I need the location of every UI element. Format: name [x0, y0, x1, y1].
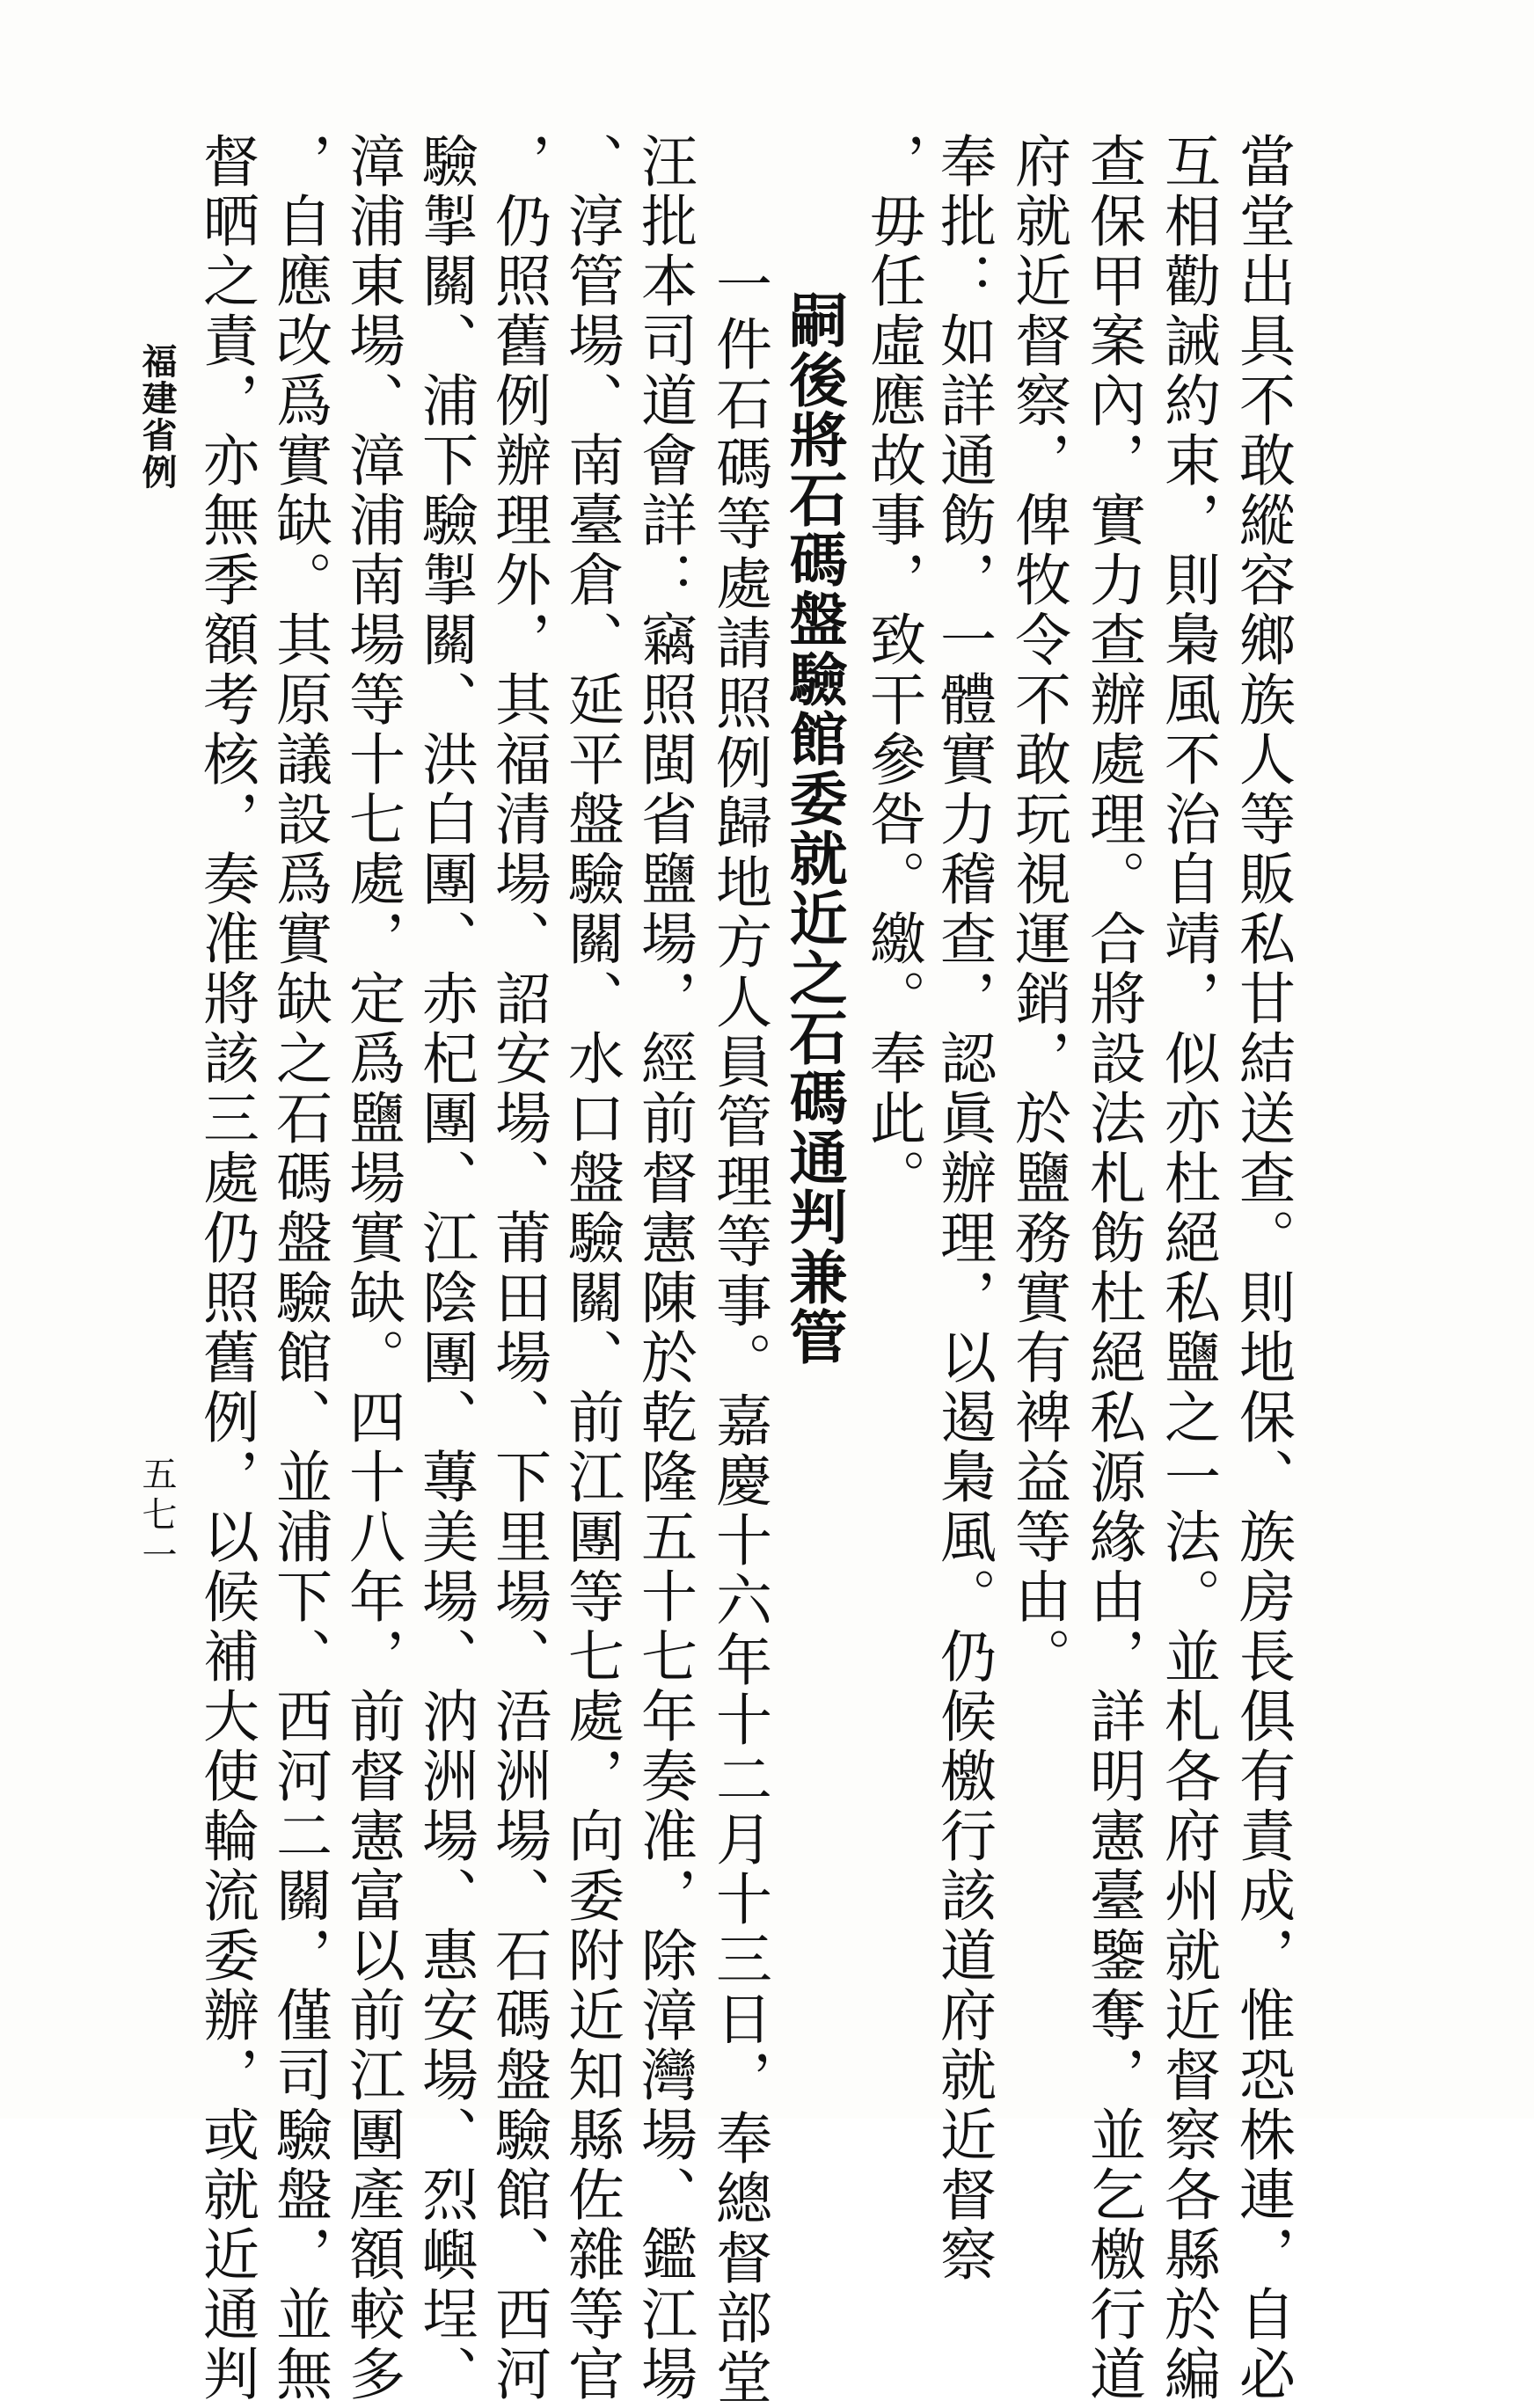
text-column-4: 府就近督察，俾牧令不敢玩視運銷，於鹽務實有裨益等由。 [1005, 132, 1070, 1687]
text-column-15: 督晒之責，亦無季額考核，奏准將該三處仍照舊例，以候補大使輪流委辦，或就近通判 [194, 132, 259, 2404]
text-column-14: ，自應改爲實缺。其原議設爲實缺之石碼盤驗館、並浦下、西河二關，僅司驗盤，並無 [267, 132, 332, 2404]
text-column-11: ，仍照舊例辦理外，其福清場、詔安場、莆田場、下里場、浯洲場、石碼盤驗館、西河 [486, 132, 551, 2404]
section-heading: 嗣後將石碼盤驗館委就近之石碼通判兼管 [779, 290, 848, 1367]
text-column-2: 互相勸誡約束，則梟風不治自靖，似亦杜絕私鹽之一法。並札各府州就近督察各縣於編 [1155, 132, 1220, 2404]
text-column-13: 漳浦東場、漳浦南場等十七處，定爲鹽場實缺。四十八年，前督憲富以前江團產額較多 [340, 132, 405, 2404]
text-column-10: 、淳管場、南臺倉、延平盤驗關、水口盤驗關、前江團等七處，向委附近知縣佐雜等官 [559, 132, 624, 2404]
text-column-9: 汪批本司道會詳：竊照閩省鹽場，經前督憲陳於乾隆五十七年奏准，除漳灣場、鑑江場 [632, 132, 697, 2404]
text-column-8: 一件石碼等處請照例歸地方人員管理等事。嘉慶十六年十二月十三日，奉總督部堂 [706, 255, 771, 2408]
text-column-1: 當堂出具不敢縱容鄉族人等販私甘結送查。則地保、族房長俱有責成，惟恐株連，自必 [1230, 132, 1295, 2404]
text-column-3: 查保甲案內，實力查辦處理。合將設法札飭杜絕私源緣由，詳明憲臺鑒奪，並乞檄行道 [1080, 132, 1145, 2404]
text-column-6: ，毋任虛應故事，致干參咎。繳。奉此。 [860, 132, 925, 1208]
text-column-12: 驗掣關、浦下驗掣關、洪白團、赤杞團、江陰團、蓴美場、汭洲場、惠安場、烈嶼埕、 [413, 132, 478, 2404]
book-title: 福建省例 [136, 343, 178, 491]
text-column-5: 奉批：如詳通飭，一體實力稽查，認眞辦理，以遏梟風。仍候檄行該道府就近督察 [931, 132, 996, 2285]
page-number: 五七一 [136, 1456, 177, 1577]
